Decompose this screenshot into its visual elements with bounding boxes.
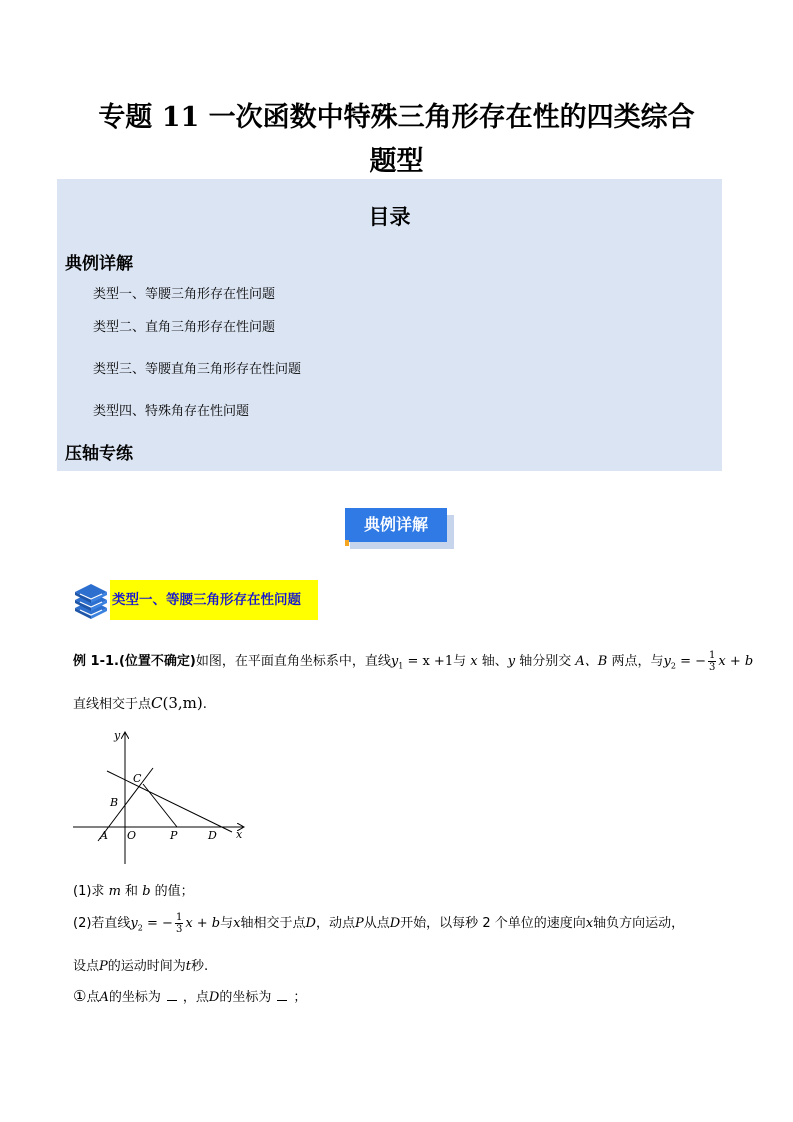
text: 开始，以每秒 [400, 916, 479, 931]
number: 2 [482, 916, 491, 931]
banner-accent [345, 540, 349, 546]
var-x: x [585, 916, 594, 931]
point-c: C [151, 694, 163, 712]
question-2-part-1 [73, 986, 306, 1005]
example-text-line-1 [73, 650, 754, 673]
example-tag: (位置不确定) [118, 654, 196, 669]
label-p: P [170, 829, 178, 842]
text: 轴负方向运动， [593, 916, 685, 931]
text: 从点 [363, 916, 390, 931]
text: 轴、 [481, 654, 508, 669]
var-x: x [233, 916, 241, 931]
text: 与 [453, 654, 467, 669]
label-b: B [110, 796, 119, 809]
fraction [708, 650, 716, 673]
text: (1)求 [73, 884, 105, 899]
answer-blank-a[interactable] [167, 989, 177, 1001]
point-c-coords: (3,m) [162, 694, 203, 712]
label-d: D [208, 829, 217, 842]
line-y2 [107, 771, 232, 832]
var-d: D [208, 990, 220, 1005]
question-1 [73, 880, 194, 899]
equation-1: = x +1 [403, 654, 454, 669]
text: 轴分别交 [519, 654, 572, 669]
table-of-contents [57, 179, 722, 471]
label-a: A [100, 829, 108, 842]
label-o: O [127, 829, 137, 842]
text: 个单位的速度向 [494, 916, 586, 931]
var-b: b [142, 884, 151, 899]
text: 的运动时间为 [107, 959, 186, 974]
equation-post: x + b [185, 916, 221, 931]
coordinate-figure [70, 728, 250, 866]
frac-den: 3 [709, 662, 716, 673]
toc-section-practice[interactable]: 压轴专练 [65, 444, 133, 464]
text: ； [293, 990, 307, 1005]
var-y1: y [390, 654, 399, 669]
text: 点 [86, 990, 100, 1005]
var-x: x [470, 654, 478, 669]
page-title [40, 96, 753, 184]
text: . [202, 697, 207, 712]
equation-pre: = − [142, 916, 173, 931]
var-a: A [99, 990, 109, 1005]
text: ，动点 [315, 916, 355, 931]
question-2-line-1 [73, 912, 733, 935]
text: (2)若直线 [73, 916, 131, 931]
text: 的值； [154, 884, 194, 899]
var-d: D [389, 916, 401, 931]
text: 直线相交于点 [73, 697, 152, 712]
title-line-1: 专题 11 一次函数中特殊三角形存在性的四类综合 [98, 102, 695, 133]
example-text: 如图，在平面直角坐标系中，直线 [195, 654, 391, 669]
segment-cp [143, 784, 177, 827]
var-p: P [99, 959, 108, 974]
example-text-line-2 [73, 693, 207, 712]
question-2-line-2 [73, 955, 208, 974]
example-label: 例 1-1. [73, 654, 119, 669]
var-y: y [507, 654, 516, 669]
points-ab: A、B [575, 654, 608, 669]
var-m: m [108, 884, 121, 899]
toc-item-type-3[interactable]: 类型三、等腰直角三角形存在性问题 [93, 362, 302, 377]
toc-item-type-4[interactable]: 类型四、特殊角存在性问题 [93, 404, 250, 419]
answer-blank-d[interactable] [277, 989, 287, 1001]
frac-den: 3 [175, 924, 183, 935]
text: 秒. [191, 959, 209, 974]
var-p: P [354, 916, 364, 931]
sub-1: 1 [398, 661, 404, 671]
type-heading: 类型一、等腰三角形存在性问题 [110, 580, 318, 620]
sub-2: 2 [670, 661, 676, 671]
text: 与 [220, 916, 234, 931]
text: 和 [125, 884, 139, 899]
toc-item-type-1[interactable]: 类型一、等腰三角形存在性问题 [93, 287, 276, 302]
text: 两点，与 [611, 654, 664, 669]
section-banner: 典例详解 [345, 508, 447, 542]
title-line-2: 题型 [369, 146, 424, 177]
var-d: D [305, 916, 316, 931]
toc-heading: 目录 [368, 205, 411, 229]
text: ，点 [182, 990, 209, 1005]
label-c: C [133, 772, 142, 785]
var-t: t [185, 959, 192, 974]
sub-2: 2 [137, 923, 143, 933]
frac-num: 1 [709, 650, 716, 661]
frac-num: 1 [175, 912, 183, 923]
text: 的坐标为 [219, 990, 272, 1005]
toc-section-examples[interactable]: 典例详解 [65, 254, 133, 274]
circled-number: ① [73, 987, 87, 1005]
fraction [175, 912, 183, 935]
var-y2: y [130, 916, 138, 931]
equation-2-pre: = − [675, 654, 707, 669]
var-y2: y [663, 654, 671, 669]
equation-2-post: x + b [718, 654, 754, 669]
text: 轴相交于点 [240, 916, 306, 931]
books-icon [72, 582, 110, 620]
text: 设点 [73, 959, 100, 974]
banner-dots [351, 503, 373, 507]
toc-item-type-2[interactable]: 类型二、直角三角形存在性问题 [93, 320, 276, 335]
text: 的坐标为 [108, 990, 161, 1005]
label-y: y [114, 729, 121, 742]
label-x: x [236, 828, 243, 841]
